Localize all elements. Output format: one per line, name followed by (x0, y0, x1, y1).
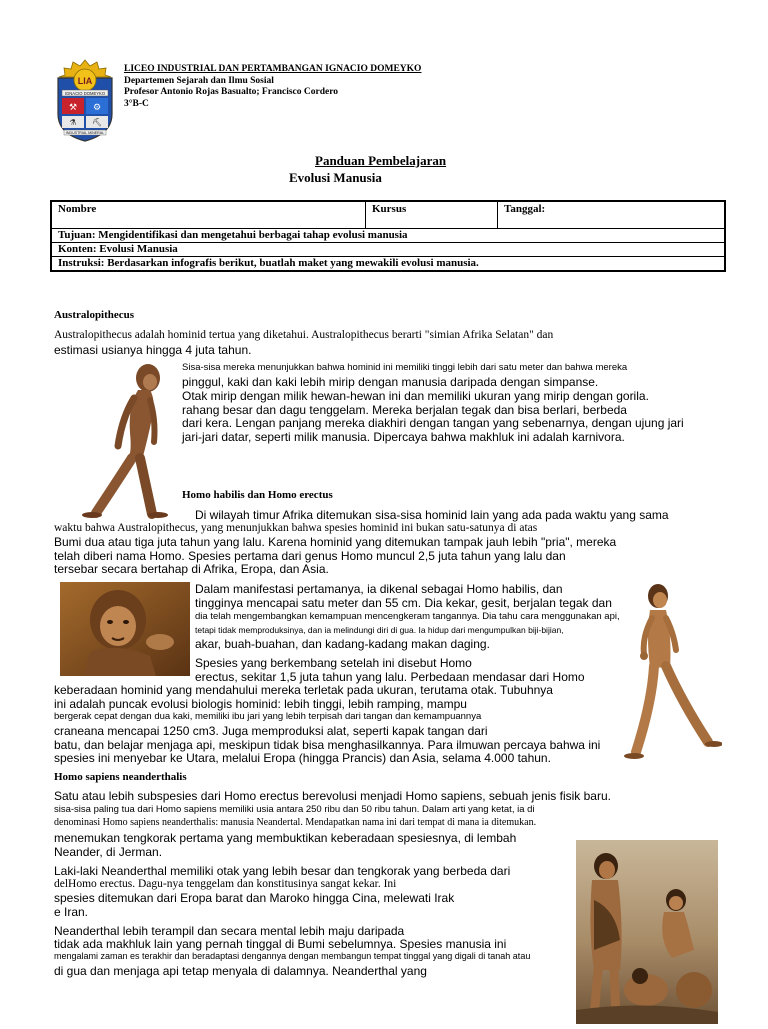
logo-banner-top: IGNACIO DOMEYKO (64, 91, 106, 96)
text-line: akar, buah-buahan, dan kadang-kadang makan daging. (195, 637, 490, 651)
homo-habilis-image (60, 582, 190, 676)
text-line: craneana mencapai 1250 cm3. Juga memproduksi alat, seperti kapak tangan dari (54, 724, 488, 738)
page-title: Panduan Pembelajaran (315, 153, 447, 168)
text-line: mengalami zaman es terakhir dan beradaptasi dengannya dengan membangun tempat tinggal yang digali di tanah atau (54, 951, 531, 961)
heading-habilis-erectus: Homo habilis dan Homo erectus (182, 489, 333, 501)
svg-text:⚒: ⚒ (68, 103, 78, 113)
text-line: Neander, di Jerman. (54, 845, 163, 859)
nombre-field[interactable]: Nombre (52, 202, 366, 228)
text-line: keberadaan hominid yang mendahului mereka terletak pada ukuran, terutama otak. Tubuhnya (54, 683, 553, 697)
text-line: tersebar secara bertahap di Afrika, Eropa, dan Asia. (54, 562, 329, 576)
tujuan-row: Tujuan: Mengidentifikasi dan mengetahui berbagai tahap evolusi manusia (52, 228, 724, 242)
text-line: denominasi Homo sapiens neanderthalis: manusia Neandertal. Mendapatkan nama ini dari tempat di mana ia ditemukan. (54, 817, 537, 828)
text-line: Otak mirip dengan milik hewan-hewan ini dan memiliki ukuran yang mirip dengan gorila. (182, 389, 649, 403)
text-line: ini adalah puncak evolusi biologis hominid: lebih tinggi, lebih ramping, mampu (54, 697, 467, 711)
text-line: Dalam manifestasi pertamanya, ia dikenal sebagai Homo habilis, dan (195, 582, 563, 596)
text-line: Satu atau lebih subspesies dari Homo erectus berevolusi menjadi Homo sapiens, sebuah jenis fisik baru. (54, 789, 611, 803)
text-line: dari kera. Lengan panjang mereka diakhiri dengan tangan yang sebenarnya, dengan ujung jari (182, 416, 684, 430)
school-logo (54, 58, 116, 142)
text-line: waktu bahwa Australopithecus, yang menunjukkan bahwa spesies hominid ini bukan satu-satunya di atas (54, 522, 538, 534)
text-line: Australopithecus adalah hominid tertua yang diketahui. Australopithecus berarti "simian Afrika Selatan" dan (54, 329, 554, 341)
svg-text:⛏: ⛏ (91, 118, 103, 127)
text-line: delHomo erectus. Dagu-nya tenggelam dan konstitusinya sangat kekar. Ini (54, 878, 397, 890)
class-label: 3°B-C (124, 98, 149, 109)
text-line: bergerak cepat dengan dua kaki, memiliki ibu jari yang lebih terpisah dari tangan dan kemampuannya (54, 711, 482, 722)
text-line: e Iran. (54, 905, 89, 919)
text-line: batu, dan belajar menjaga api, meskipun tidak bisa menghasilkannya. Para ilmuwan percaya bahwa ini (54, 738, 601, 752)
text-line: pinggul, kaki dan kaki lebih mirip dengan manusia daripada dengan simpanse. (182, 375, 599, 389)
tanggal-field[interactable]: Tanggal: (504, 203, 546, 215)
heading-australopithecus: Australopithecus (54, 309, 135, 321)
text-line: rahang besar dan dagu tenggelam. Mereka berjalan tegak dan bisa berlari, berbeda (182, 403, 627, 417)
text-line: tetapi tidak memproduksinya, dan ia melindungi diri di gua. Ia hidup dari mengumpulkan biji-bijian, (195, 625, 564, 635)
text-line: dia telah mengembangkan kemampuan mencengkeram tangannya. Dia tahu cara menggunakan api, (195, 611, 620, 622)
text-line: Di wilayah timur Afrika ditemukan sisa-sisa hominid lain yang ada pada waktu yang sama (195, 508, 669, 522)
text-line: Neanderthal lebih terampil dan secara mental lebih maju daripada (54, 924, 405, 938)
school-header (124, 64, 421, 110)
svg-text:⚗: ⚗ (69, 118, 77, 127)
page-subtitle: Evolusi Manusia (289, 170, 382, 185)
svg-text:⚙: ⚙ (92, 103, 102, 113)
svg-text:LIA: LIA (77, 76, 93, 86)
text-line: Spesies yang berkembang setelah ini disebut Homo (195, 656, 472, 670)
logo-banner-bottom: INDUSTRIAL MINERAL (65, 131, 105, 135)
text-line: Sisa-sisa mereka menunjukkan bahwa hominid ini memiliki tinggi lebih dari satu meter dan bahwa mereka (182, 362, 628, 373)
text-line: tidak ada makhluk lain yang pernah tinggal di Bumi sebelumnya. Spesies manusia ini (54, 937, 507, 951)
text-line: estimasi usianya hingga 4 juta tahun. (54, 343, 252, 357)
australopithecus-illustration (68, 358, 178, 520)
department: Departemen Sejarah dan Ilmu Sosial (124, 75, 274, 86)
teachers: Profesor Antonio Rojas Basualto; Francisco Cordero (124, 87, 339, 97)
konten-row: Konten: Evolusi Manusia (52, 242, 724, 256)
text-line: erectus, sekitar 1,5 juta tahun yang lalu. Perbedaan mendasar dari Homo (195, 670, 585, 684)
instruksi-row: Instruksi: Berdasarkan infografis berikut, buatlah maket yang mewakili evolusi manusia. (52, 256, 724, 270)
text-line: menemukan tengkorak pertama yang membuktikan keberadaan spesiesnya, di lembah (54, 831, 517, 845)
text-line: tingginya mencapai satu meter dan 55 cm. Dia kekar, gesit, berjalan tegak dan (195, 596, 612, 610)
homo-erectus-illustration (622, 582, 722, 764)
text-line: spesies ini menyebar ke Utara, melalui Eropa (hingga Prancis) dan Asia, selama 4.000 tahun. (54, 751, 551, 765)
text-line: jari-jari datar, seperti milik manusia. Dipercaya bahwa makhluk ini adalah karnivora. (182, 430, 625, 444)
school-name: LICEO INDUSTRIAL DAN PERTAMBANGAN IGNACIO DOMEYKO (124, 64, 422, 74)
text-line: di gua dan menjaga api tetap menyala di dalamnya. Neanderthal yang (54, 964, 427, 978)
kursus-field[interactable]: Kursus (366, 202, 498, 228)
text-line: telah diberi nama Homo. Spesies pertama dari genus Homo muncul 2,5 juta tahun yang lalu dan (54, 549, 566, 563)
text-line: Laki-laki Neanderthal memiliki otak yang lebih besar dan tengkorak yang berbeda dari (54, 864, 511, 878)
text-line: spesies ditemukan dari Eropa barat dan Maroko hingga Cina, melewati Irak (54, 891, 455, 905)
text-line: Bumi dua atau tiga juta tahun yang lalu. Karena hominid yang ditemukan tampak jauh lebih "pria", mereka (54, 535, 617, 549)
text-line: sisa-sisa paling tua dari Homo sapiens memiliki usia antara 250 ribu dan 50 ribu tahun. Dalam arti yang ketat, ia di (54, 804, 535, 815)
neanderthal-family-image (576, 840, 718, 1024)
heading-neanderthalis: Homo sapiens neanderthalis (54, 771, 187, 783)
info-table (50, 200, 726, 272)
